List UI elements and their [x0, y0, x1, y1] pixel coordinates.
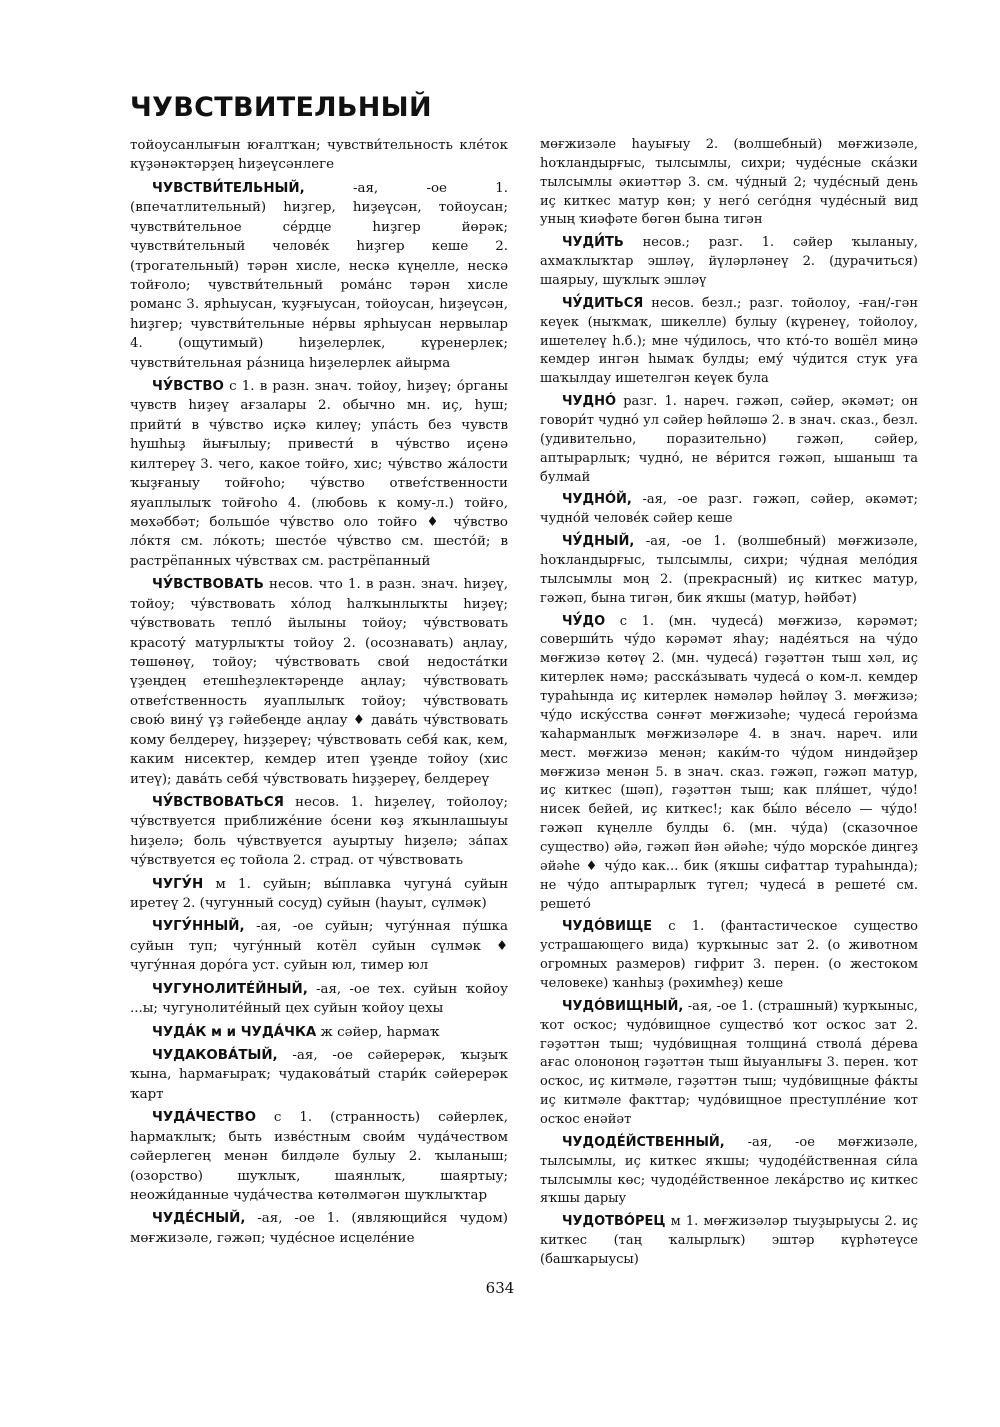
entry-headword: ЧУ́ДИТЬСЯ [562, 295, 644, 311]
entry-headword: ЧУДÓВИЩЕ [562, 919, 653, 935]
dictionary-entry [540, 295, 918, 389]
entry-text: с 1. в разн. знач. тойоу, һиҙеү; óрганы чувств һиҙеү ағзалары 2. обычно мн. иҫ, һуш; прийти́ в чу́вство иҫкә килеү; упáсть без чувств һушһыҙ йығылыу; привести́ в чу́вство иҫенә килтереү 3. чего, какое тойғо, хис; чу́вство жáлости ҡыҙғаныу тойғоһо; чу́вство ответ́ственности яуаплылыҡ тойғоһо 4. (любовь к кому-л.) тойғо, мөхәббәт; большóе чу́вство оло тойғо ♦ чу́вство лóктя см. лóкоть; шестóе чу́вство см. шестóй; в растрёпанных чу́вствах см. растрёпанный [130, 379, 508, 569]
entry-text: тойоусанлығын юғалтҡан; чувстви́тельность клéток күҙәнәктәрҙең һиҙеүсәнлеге [130, 138, 508, 173]
dictionary-entry [130, 1209, 508, 1248]
entry-text: с 1. (фантастическое существо устрашающего вида) ҡурҡыныс зат 2. (о животном огромных размеров) гифрит 3. перен. (о жестоком человеке) ҡанһыҙ (рәхимһеҙ) кеше [540, 919, 918, 991]
entry-text: несов. 1. һиҙелеү, тойолоу; чу́вствуется приближéние óсени көҙ яҡынлашыуы һиҙелә; боль чу́вствуется ауыртыу һиҙелә; зáпах чу́вствуется еҫ тойола 2. страд. от чу́вствовать [130, 794, 508, 869]
left-column [130, 136, 508, 1248]
entry-text: м 1. суйын; вы́плавка чугунá суйын иретеү 2. (чугунный сосуд) суйын (һауыт, сүлмәк) [130, 876, 508, 912]
dictionary-entry [540, 491, 918, 529]
dictionary-entry [130, 1023, 508, 1042]
dictionary-entry [540, 1213, 918, 1270]
entry-headword: ЧУГУ́ННЫЙ, [152, 919, 245, 935]
dictionary-entry [130, 980, 508, 1019]
entry-headword: ЧУ́ВСТВО [152, 379, 224, 395]
entry-headword: ЧУ́ВСТВОВАТЬ [152, 577, 264, 593]
entry-headword: ЧУГУНОЛИТÉЙНЫЙ, [152, 981, 308, 997]
dictionary-entry [130, 377, 508, 571]
entry-text: разг. 1. нареч. гәжәп, сәйер, әкәмәт; он говори́т чуднó ул сәйер һөйләшә 2. в знач. сказ., безл. (удивительно, поразительно) гәжәп, сәйер, аптырарлыҡ; чуднó, не вéрится гәжәп, ышаныш та булмай [540, 394, 918, 485]
dictionary-entry [540, 136, 918, 230]
right-column [540, 136, 918, 1270]
dictionary-entry [540, 393, 918, 487]
entry-text: м 1. мөғжизәләр тыуҙырыусы 2. иҫ киткес (таң ҡалырлыҡ) эштәр күрһәтеүсе (башҡарыусы) [540, 1214, 918, 1267]
entry-text: -ая, -ое суйын; чугу́нная пу́шка суйын туп; чугу́нный котёл суйын сүлмәк ♦ чугу́нная дорóга уст. суйын юл, тимер юл [130, 919, 508, 974]
dictionary-entry [130, 1108, 508, 1205]
dictionary-entry [540, 533, 918, 608]
entry-headword: ЧУДНÓ [562, 394, 617, 410]
entry-text: -ая, -ое разг. гәжәп, сәйер, әкәмәт; чуднóй человéк сәйер кеше [540, 492, 918, 527]
entry-headword: ЧУДÁК м и ЧУДÁЧКА [152, 1024, 317, 1040]
entry-text: -ая, -ое 1. (страшный) ҡурҡыныс, ҡот осҡос; чудóвищное существó ҡот осҡос зат 2. гәҙәттән тыш; чудóвищная толщинá ствола́ дéрева ағас олононоң гәҙәттән тыш йыуанлығы 3. перен. ҡот осҡос, иҫ китмәле, гәҙәттән тыш; чудóвищные фáкты иҫ китмәле факттар; чудóвищное преступлéние ҡот осҡос енәйәт [540, 998, 918, 1127]
entry-text: -ая, -ое тех. суйын ҡойоу ...ы; чугунолитéйный цех суйын ҡойоу цехы [130, 981, 508, 1017]
entry-headword: ЧУГУ́Н [152, 876, 204, 892]
dictionary-entry [540, 918, 918, 993]
entry-text: с 1. (мн. чудесá) мөғжизә, кәрәмәт; соверши́ть чу́до кәрәмәт яһау; надéяться на чу́до мөғжизә көтөү 2. (мн. чудесá) гәҙәттән тыш хәл, иҫ китерлек нәмә; расскáзывать чудесá о ком-л. кемдер тураһында иҫ китерлек нәмәләр һөйләү 3. мөғжизә; чу́до искýсства сәнғәт мөғжизәһе; чудесá герои́зма ҡаһарманлыҡ мөғжизәләре 4. в знач. нареч. или мест. мөғжизә менән; каки́м-то чу́дом ниндәйҙер мөғжизә менән 5. в знач. сказ. гәжәп, гәжәп матур, иҫ киткес (шәп), гәҙәттән тыш; как пля́шет, чу́до! нисек бейей, иҫ киткес!; как бы́ло вéсело — чу́до! гәжәп күңелле булды 6. (мн. чу́да) (сказочное существо) әйә, гәжәп йән әйәһе; чу́до морскóе диңгеҙ әйәһе ♦ чу́до как... бик (яҡшы сифаттар тураһында); не чу́до аптырарлыҡ түгел; чудесá в решетé см. решетó [540, 613, 918, 912]
entry-headword: ЧУДАКОВÁТЫЙ, [152, 1047, 278, 1063]
dictionary-entry [540, 998, 918, 1130]
entry-headword: ЧУДНÓЙ, [562, 492, 632, 508]
entry-headword: ЧУДÓВИЩНЫЙ, [562, 998, 684, 1014]
dictionary-entry [130, 575, 508, 789]
entry-text: мөғжизәле һауығыу 2. (волшебный) мөғжизәле, һоҡландырғыс, тылсымлы, сихри; чудéсные скáзки тылсымлы әкиәттәр 3. см. чу́дный 2; чудéсный день иҫ киткес матур көн; у негó сегóдня чудéсный вид уның ҡиәфәте бөгөн бына тигән [540, 137, 918, 228]
entry-text: -ая, -ое 1. (впечатлительный) һиҙгер, һиҙеүсән, тойоусан; чувстви́тельное сéрдце һиҙгер йөрәк; чувстви́тельный человéк һиҙгер кеше 2. (трогательный) тәрән хисле, нескә күңелле, нескә тойғоло; чувстви́тельный ромáнс тәрән хисле романс 3. ярһыусан, ҡуҙғыусан, тойоусан, һиҙеүсән, һиҙгер; чувстви́тельные нéрвы ярһыусан нервылар 4. (ощутимый) һиҙелерлек, күренерлек; чувстви́тельная рáзница һиҙелерлек айырма [130, 180, 508, 371]
entry-text: -ая, -ое мөғжизәле, тылсымлы, иҫ киткес яҡшы; чудодéйственная си́ла тылсымлы көс; чудодéйственное лекáрство иҫ киткес яҡшы дарыу [540, 1134, 918, 1207]
dictionary-entry [540, 613, 918, 915]
entry-text: -ая, -ое сәйерерәк, ҡыҙыҡ ҡына, һармағыраҡ; чудаковáтый стари́к сәйерерәк ҡарт [130, 1047, 508, 1102]
entry-headword: ЧУ́ДНЫЙ, [562, 534, 635, 550]
page-number: 634 [485, 1279, 515, 1297]
dictionary-entry [540, 234, 918, 291]
entry-text: ж сәйер, һармаҡ [316, 1024, 440, 1040]
dictionary-entry [130, 875, 508, 914]
dictionary-entry [130, 917, 508, 975]
dictionary-entry [540, 1134, 918, 1209]
page-title: ЧУВСТВИТЕЛЬНЫЙ [130, 92, 432, 123]
entry-text: -ая, -ое 1. (волшебный) мөғжизәле, һоҡландырғыс, тылсымлы, сихри; чу́дная мелóдия тылсымлы моң 2. (прекрасный) иҫ киткес матур, гәжәп, бына тигән, бик яҡшы (матур, һәйбәт) [540, 534, 918, 606]
dictionary-entry [130, 136, 508, 175]
entry-headword: ЧУДÉСНЫЙ, [152, 1211, 246, 1227]
entry-headword: ЧУ́ДО [562, 613, 606, 629]
entry-text: с 1. (странность) сәйерлек, һармаҡлыҡ; быть извéстным свои́м чудáчеством сәйерлегең менән билдәле булыу 2. ҡыланыш; (озорство) шуҡлыҡ, шаянлыҡ, шаяртыу; неожи́данные чудáчества көтөлмәгән шуҡлыҡтар [130, 1110, 508, 1203]
entry-text: несов. безл.; разг. тойолоу, -ған/-гән кеүек (ныҡмаҡ, шикелле) булыу (күренеү, тойолоу, ишетелеү һ.б.); мне чу́дилось, что ктó-то вошёл миңә кемдер ингән һымаҡ булды; ему́ чу́дится стук уға шаҡылдау ишетелгән кеүек була [540, 295, 918, 387]
entry-text: несов. что 1. в разн. знач. һиҙеү, тойоу; чу́вствовать хóлод һалҡынлыҡты һиҙеү; чу́вствовать теплó йылыны тойоу; чу́вствовать красоту́ матурлыҡты тойоу 2. (осознавать) аңлау, төшөнөү, тойоу; чу́вствовать свои́ недостáтки үҙеңдең етешһеҙлектәреңде аңлау; чу́вствовать ответ́ственность яуаплылыҡ тойоу; чу́вствовать свою́ вину́ үҙ гәйебеңде аңлау ♦ давáть чу́вствовать кому белдереү, һиҙҙереү; чу́вствовать себя́ как, кем, каким нисектер, кемдер итеп үҙеңде тойоу (хис итеү); давáть себя́ чу́вствовать һиҙҙереү, белдереү [130, 577, 508, 787]
entry-text: -ая, -ое 1. (являющийся чудом) мөғжизәле, гәжәп; чудéсное исцелéние [130, 1211, 508, 1246]
entry-headword: ЧУ́ВСТВОВАТЬСЯ [152, 794, 284, 810]
dictionary-entry [130, 793, 508, 871]
dictionary-entry [130, 179, 508, 373]
entry-headword: ЧУДÁЧЕСТВО [152, 1110, 256, 1126]
dictionary-entry [130, 1046, 508, 1104]
entry-headword: ЧУДОДÉЙСТВЕННЫЙ, [562, 1134, 725, 1150]
entry-headword: ЧУВСТВИ́ТЕЛЬНЫЙ, [152, 180, 305, 196]
entry-headword: ЧУДИ́ТЬ [562, 235, 624, 251]
entry-headword: ЧУДОТВÓРЕЦ [562, 1214, 666, 1230]
entry-text: несов.; разг. 1. сәйер ҡыланыу, ахмаҡлыҡтар эшләү, йүләрләнеү 2. (дурачиться) шаярыу, шуҡлыҡ эшләү [540, 235, 918, 289]
